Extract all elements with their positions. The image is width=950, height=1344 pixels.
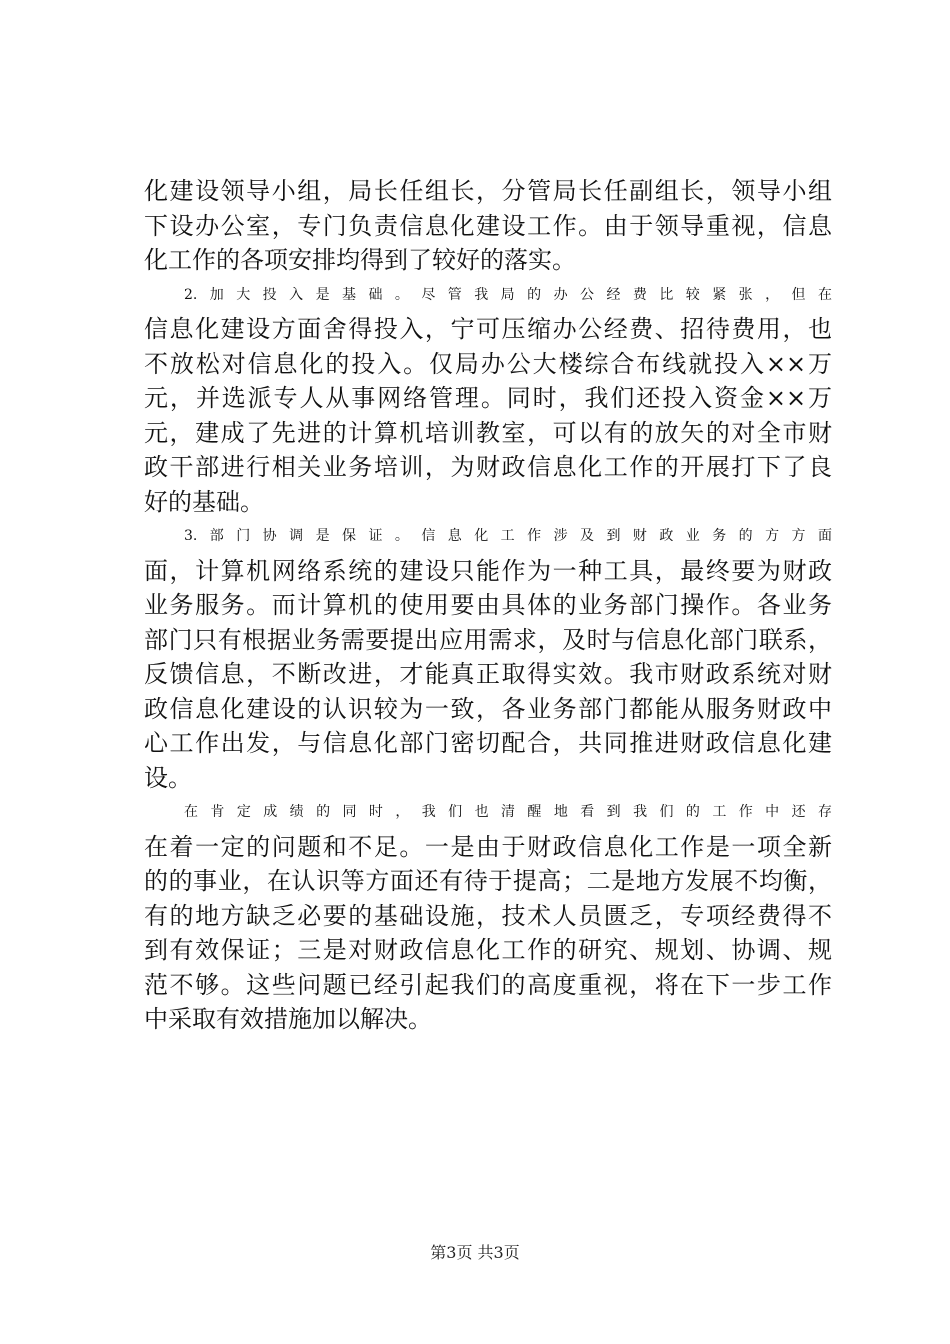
text-line: 反馈信息，不断改进，才能真正取得实效。我市财政系统对财	[144, 660, 832, 688]
text-line: 中采取有效措施加以解决。	[144, 1005, 432, 1033]
page-footer: 第3页 共3页	[430, 1243, 520, 1262]
text-line: 心工作出发，与信息化部门密切配合，共同推进财政信息化建	[144, 729, 832, 757]
text-line: 设。	[144, 763, 192, 792]
text-line: 元，建成了先进的计算机培训教室，可以有的放矢的对全市财	[144, 418, 832, 447]
text-line: 到有效保证；三是对财政信息化工作的研究、规划、协调、规	[144, 936, 832, 964]
text-line: 化建设领导小组，局长任组长，分管局长任副组长，领导小组	[144, 177, 832, 205]
text-line: 元，并选派专人从事网络管理。同时，我们还投入资金××万	[144, 384, 832, 412]
text-line: 业务服务。而计算机的使用要由具体的业务部门操作。各业务	[144, 591, 832, 619]
text-line: 信息化建设方面舍得投入，宁可压缩办公经费、招待费用，也	[144, 315, 832, 343]
text-line: 的的事业，在认识等方面还有待于提高；二是地方发展不均衡，	[144, 867, 832, 895]
text-line: 在肯定成绩的同时，我们也清醒地看到我们的工作中还存	[184, 804, 832, 820]
text-line: 部门只有根据业务需要提出应用需求，及时与信息化部门联系，	[144, 625, 832, 654]
text-line: 政信息化建设的认识较为一致，各业务部门都能从服务财政中	[144, 694, 832, 723]
text-line: 化工作的各项安排均得到了较好的落实。	[144, 246, 576, 274]
text-line: 好的基础。	[144, 487, 264, 516]
text-line: 下设办公室，专门负责信息化建设工作。由于领导重视，信息	[144, 211, 832, 240]
text-line: 范不够。这些问题已经引起我们的高度重视，将在下一步工作	[144, 970, 832, 999]
text-line: 在着一定的问题和不足。一是由于财政信息化工作是一项全新	[144, 832, 832, 861]
text-line: 面，计算机网络系统的建设只能作为一种工具，最终要为财政	[144, 556, 832, 585]
text-line: 政干部进行相关业务培训，为财政信息化工作的开展打下了良	[144, 453, 832, 481]
text-line: 3.部门协调是保证。信息化工作涉及到财政业务的方方面	[184, 528, 832, 544]
text-line: 2.加大投入是基础。尽管我局的办公经费比较紧张，但在	[184, 286, 832, 303]
text-line: 不放松对信息化的投入。仅局办公大楼综合布线就投入××万	[144, 349, 832, 378]
text-line: 有的地方缺乏必要的基础设施，技术人员匮乏，专项经费得不	[144, 901, 832, 930]
document-body	[144, 174, 832, 1037]
